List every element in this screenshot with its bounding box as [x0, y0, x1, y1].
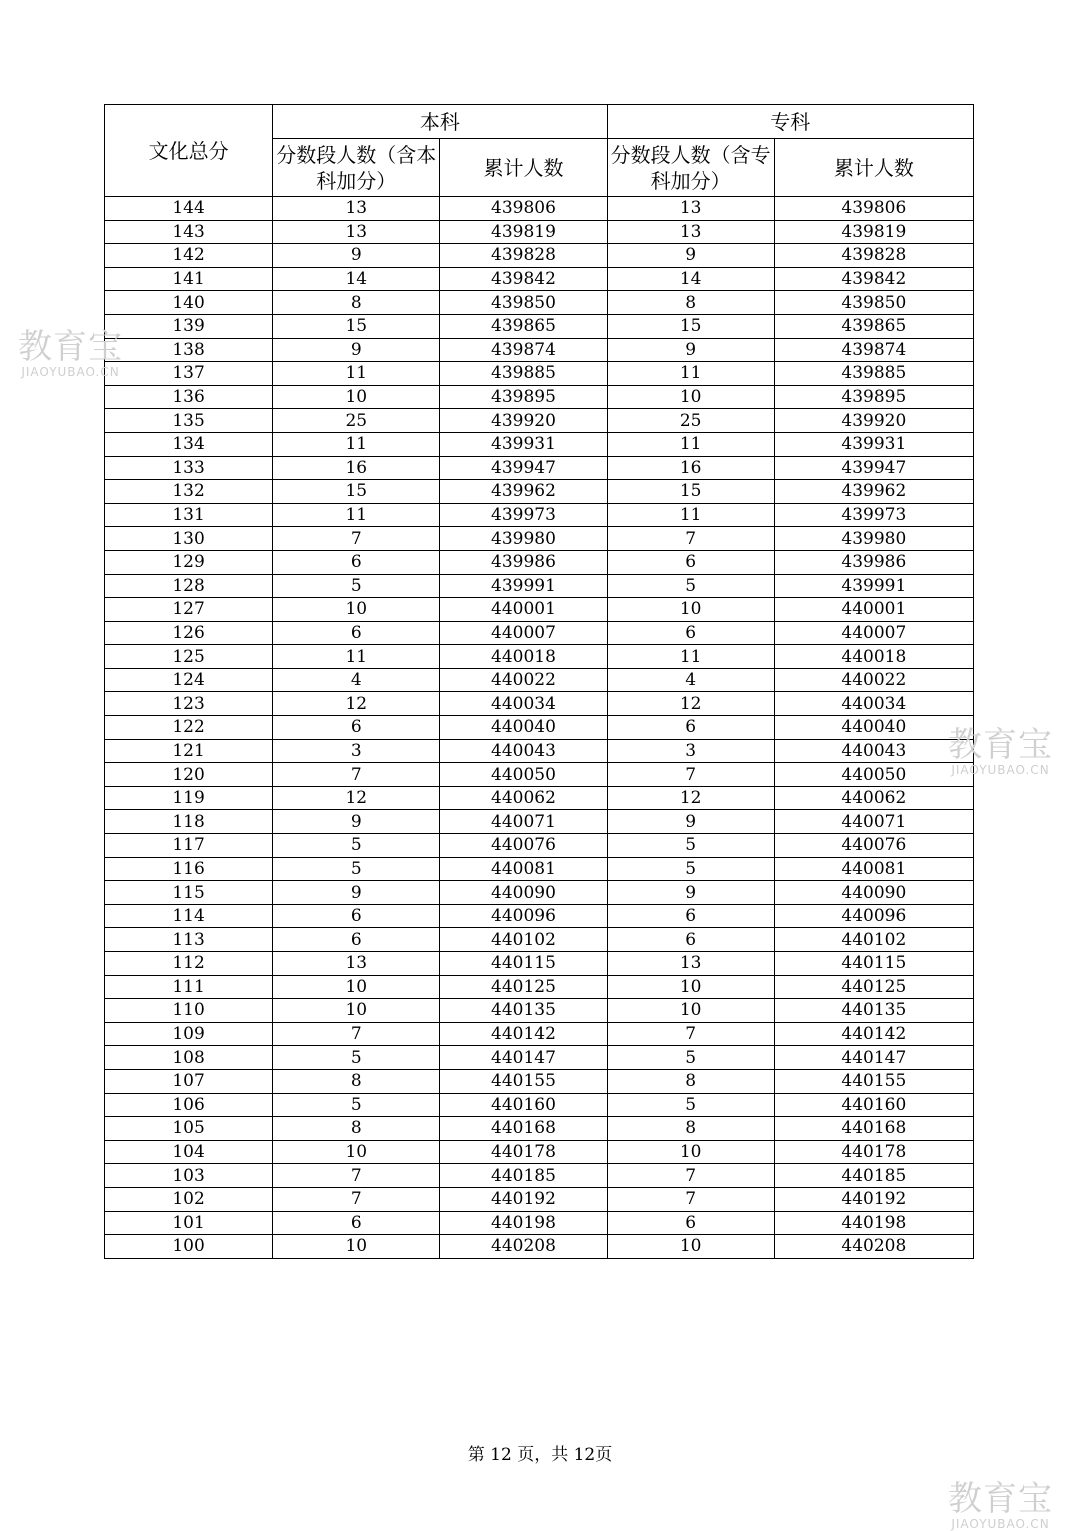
cell-zk-count: 15 [607, 480, 774, 504]
cell-bk-cum: 439920 [440, 409, 607, 433]
cell-score: 122 [105, 716, 273, 740]
cell-zk-cum: 440076 [774, 834, 973, 858]
cell-zk-cum: 439991 [774, 574, 973, 598]
cell-zk-cum: 439874 [774, 338, 973, 362]
cell-score: 100 [105, 1235, 273, 1259]
cell-zk-cum: 439865 [774, 314, 973, 338]
cell-zk-count: 5 [607, 574, 774, 598]
cell-zk-cum: 440168 [774, 1117, 973, 1141]
cell-score: 119 [105, 786, 273, 810]
cell-score: 114 [105, 904, 273, 928]
table-row [105, 550, 974, 574]
cell-bk-count: 13 [273, 220, 440, 244]
cell-bk-count: 9 [273, 244, 440, 268]
cell-bk-count: 11 [273, 645, 440, 669]
cell-bk-count: 10 [273, 1140, 440, 1164]
cell-score: 106 [105, 1093, 273, 1117]
cell-zk-count: 10 [607, 1235, 774, 1259]
cell-bk-cum: 440050 [440, 763, 607, 787]
cell-score: 112 [105, 952, 273, 976]
table-row [105, 621, 974, 645]
table-row [105, 1093, 974, 1117]
cell-score: 123 [105, 692, 273, 716]
cell-zk-count: 13 [607, 197, 774, 221]
table-row [105, 291, 974, 315]
table-row [105, 1211, 974, 1235]
watermark-url: JIAOYUBAO.CN [21, 365, 120, 379]
cell-zk-count: 10 [607, 999, 774, 1023]
watermark-logo [948, 725, 1053, 777]
cell-bk-cum: 440198 [440, 1211, 607, 1235]
cell-zk-count: 6 [607, 621, 774, 645]
table-row [105, 786, 974, 810]
cell-zk-cum: 440040 [774, 716, 973, 740]
cell-bk-cum: 439962 [440, 480, 607, 504]
table-row [105, 314, 974, 338]
cell-score: 111 [105, 975, 273, 999]
cell-zk-count: 8 [607, 1117, 774, 1141]
cell-zk-cum: 440071 [774, 810, 973, 834]
table-row [105, 197, 974, 221]
table-row [105, 645, 974, 669]
cell-zk-cum: 439828 [774, 244, 973, 268]
cell-bk-count: 9 [273, 338, 440, 362]
table-row [105, 692, 974, 716]
cell-zk-cum: 439885 [774, 362, 973, 386]
cell-score: 141 [105, 267, 273, 291]
table-row [105, 975, 974, 999]
cell-zk-cum: 440160 [774, 1093, 973, 1117]
cell-zk-cum: 439920 [774, 409, 973, 433]
cell-zk-cum: 440198 [774, 1211, 973, 1235]
cell-score: 131 [105, 503, 273, 527]
table-row [105, 1164, 974, 1188]
cell-zk-cum: 439842 [774, 267, 973, 291]
cell-score: 139 [105, 314, 273, 338]
cell-score: 132 [105, 480, 273, 504]
cell-zk-count: 11 [607, 645, 774, 669]
header-row-groups [105, 105, 974, 139]
cell-bk-count: 13 [273, 197, 440, 221]
cell-bk-cum: 440115 [440, 952, 607, 976]
cell-bk-cum: 440071 [440, 810, 607, 834]
cell-bk-cum: 439991 [440, 574, 607, 598]
cell-bk-count: 8 [273, 1069, 440, 1093]
cell-bk-cum: 440160 [440, 1093, 607, 1117]
cell-zk-cum: 439895 [774, 385, 973, 409]
cell-bk-cum: 440208 [440, 1235, 607, 1259]
table-row [105, 409, 974, 433]
table-row [105, 739, 974, 763]
cell-zk-cum: 440007 [774, 621, 973, 645]
table-row [105, 1117, 974, 1141]
cell-bk-count: 7 [273, 1164, 440, 1188]
cell-bk-cum: 439885 [440, 362, 607, 386]
cell-bk-cum: 439842 [440, 267, 607, 291]
cell-bk-count: 3 [273, 739, 440, 763]
cell-score: 103 [105, 1164, 273, 1188]
cell-bk-cum: 439806 [440, 197, 607, 221]
cell-zk-count: 10 [607, 975, 774, 999]
cell-zk-cum: 439806 [774, 197, 973, 221]
cell-zk-count: 16 [607, 456, 774, 480]
cell-zk-cum: 440155 [774, 1069, 973, 1093]
table-row [105, 503, 974, 527]
table-row [105, 527, 974, 551]
cell-zk-count: 7 [607, 763, 774, 787]
table-row [105, 763, 974, 787]
cell-zk-count: 6 [607, 716, 774, 740]
cell-zk-cum: 440090 [774, 881, 973, 905]
cell-zk-cum: 440125 [774, 975, 973, 999]
cell-score: 130 [105, 527, 273, 551]
cell-zk-count: 9 [607, 338, 774, 362]
table-row [105, 834, 974, 858]
cell-score: 104 [105, 1140, 273, 1164]
watermark-title: 教育宝 [18, 327, 123, 367]
cell-bk-cum: 440135 [440, 999, 607, 1023]
cell-zk-cum: 440022 [774, 668, 973, 692]
cell-zk-count: 10 [607, 385, 774, 409]
cell-bk-cum: 440125 [440, 975, 607, 999]
cell-zk-cum: 440034 [774, 692, 973, 716]
cell-zk-count: 15 [607, 314, 774, 338]
cell-score: 140 [105, 291, 273, 315]
cell-score: 133 [105, 456, 273, 480]
cell-bk-count: 9 [273, 810, 440, 834]
cell-zk-count: 5 [607, 834, 774, 858]
cell-bk-count: 6 [273, 716, 440, 740]
cell-zk-cum: 439819 [774, 220, 973, 244]
table-row [105, 1046, 974, 1070]
cell-bk-cum: 440178 [440, 1140, 607, 1164]
cell-score: 116 [105, 857, 273, 881]
cell-zk-count: 6 [607, 928, 774, 952]
cell-zk-count: 7 [607, 1187, 774, 1211]
table-row [105, 385, 974, 409]
cell-bk-cum: 440147 [440, 1046, 607, 1070]
cell-bk-count: 11 [273, 503, 440, 527]
cell-zk-count: 25 [607, 409, 774, 433]
cell-zk-cum: 440001 [774, 598, 973, 622]
cell-score: 135 [105, 409, 273, 433]
cell-bk-cum: 439931 [440, 432, 607, 456]
cell-bk-cum: 439980 [440, 527, 607, 551]
header-total-score: 文化总分 [105, 105, 273, 197]
cell-zk-count: 7 [607, 527, 774, 551]
cell-bk-cum: 440168 [440, 1117, 607, 1141]
cell-bk-cum: 440096 [440, 904, 607, 928]
cell-bk-cum: 440090 [440, 881, 607, 905]
cell-zk-count: 7 [607, 1164, 774, 1188]
cell-bk-cum: 440062 [440, 786, 607, 810]
cell-score: 121 [105, 739, 273, 763]
cell-bk-cum: 440034 [440, 692, 607, 716]
cell-bk-count: 7 [273, 527, 440, 551]
cell-zk-count: 13 [607, 952, 774, 976]
cell-score: 115 [105, 881, 273, 905]
cell-bk-count: 6 [273, 928, 440, 952]
table-row [105, 1140, 974, 1164]
table-row [105, 928, 974, 952]
table-row [105, 716, 974, 740]
cell-zk-cum: 440178 [774, 1140, 973, 1164]
cell-bk-cum: 440155 [440, 1069, 607, 1093]
cell-bk-count: 12 [273, 692, 440, 716]
table-row [105, 881, 974, 905]
cell-score: 144 [105, 197, 273, 221]
cell-bk-cum: 440192 [440, 1187, 607, 1211]
table-row [105, 574, 974, 598]
watermark-url: JIAOYUBAO.CN [951, 1517, 1050, 1531]
cell-bk-count: 25 [273, 409, 440, 433]
cell-bk-count: 5 [273, 1046, 440, 1070]
cell-zk-count: 6 [607, 904, 774, 928]
cell-score: 109 [105, 1022, 273, 1046]
table-row [105, 480, 974, 504]
cell-score: 110 [105, 999, 273, 1023]
cell-bk-count: 7 [273, 1187, 440, 1211]
cell-bk-cum: 440081 [440, 857, 607, 881]
cell-bk-count: 15 [273, 314, 440, 338]
cell-score: 102 [105, 1187, 273, 1211]
cell-bk-count: 14 [273, 267, 440, 291]
cell-bk-count: 11 [273, 362, 440, 386]
cell-zk-count: 3 [607, 739, 774, 763]
cell-zk-count: 13 [607, 220, 774, 244]
cell-bk-cum: 439819 [440, 220, 607, 244]
cell-bk-count: 11 [273, 432, 440, 456]
cell-zk-count: 10 [607, 1140, 774, 1164]
cell-bk-count: 4 [273, 668, 440, 692]
cell-bk-count: 10 [273, 598, 440, 622]
cell-score: 120 [105, 763, 273, 787]
header-undergrad-cumulative: 累计人数 [440, 139, 607, 197]
cell-zk-count: 6 [607, 1211, 774, 1235]
table-row [105, 456, 974, 480]
table-row [105, 999, 974, 1023]
cell-bk-cum: 440022 [440, 668, 607, 692]
cell-zk-cum: 440147 [774, 1046, 973, 1070]
cell-zk-count: 14 [607, 267, 774, 291]
cell-zk-cum: 439980 [774, 527, 973, 551]
cell-zk-cum: 439947 [774, 456, 973, 480]
cell-bk-cum: 440001 [440, 598, 607, 622]
table-row [105, 857, 974, 881]
cell-zk-cum: 440050 [774, 763, 973, 787]
cell-bk-count: 6 [273, 1211, 440, 1235]
table-row [105, 362, 974, 386]
header-junior-cumulative: 累计人数 [774, 139, 973, 197]
watermark-logo [18, 327, 123, 379]
cell-zk-count: 12 [607, 786, 774, 810]
cell-score: 113 [105, 928, 273, 952]
cell-score: 118 [105, 810, 273, 834]
cell-bk-cum: 440102 [440, 928, 607, 952]
table-row [105, 1022, 974, 1046]
cell-zk-cum: 440081 [774, 857, 973, 881]
header-undergrad-count: 分数段人数（含本科加分） [273, 139, 440, 197]
cell-zk-count: 8 [607, 1069, 774, 1093]
cell-score: 127 [105, 598, 273, 622]
cell-zk-cum: 440102 [774, 928, 973, 952]
cell-zk-count: 6 [607, 550, 774, 574]
table-row [105, 244, 974, 268]
cell-zk-count: 5 [607, 1093, 774, 1117]
cell-zk-cum: 440115 [774, 952, 973, 976]
cell-score: 107 [105, 1069, 273, 1093]
cell-bk-cum: 440076 [440, 834, 607, 858]
cell-bk-cum: 439947 [440, 456, 607, 480]
cell-zk-cum: 440096 [774, 904, 973, 928]
cell-zk-count: 11 [607, 362, 774, 386]
cell-bk-count: 10 [273, 999, 440, 1023]
cell-bk-count: 13 [273, 952, 440, 976]
cell-bk-count: 8 [273, 291, 440, 315]
cell-zk-cum: 440043 [774, 739, 973, 763]
cell-bk-count: 7 [273, 763, 440, 787]
cell-score: 142 [105, 244, 273, 268]
watermark-title: 教育宝 [948, 1479, 1053, 1519]
cell-bk-cum: 440040 [440, 716, 607, 740]
cell-zk-count: 9 [607, 810, 774, 834]
header-junior-count: 分数段人数（含专科加分） [607, 139, 774, 197]
table-row [105, 220, 974, 244]
header-junior-college: 专科 [607, 105, 973, 139]
cell-zk-count: 4 [607, 668, 774, 692]
cell-bk-count: 6 [273, 550, 440, 574]
cell-score: 138 [105, 338, 273, 362]
cell-zk-cum: 440192 [774, 1187, 973, 1211]
cell-zk-count: 9 [607, 881, 774, 905]
score-distribution-table [104, 104, 974, 1259]
cell-bk-count: 5 [273, 834, 440, 858]
cell-bk-cum: 439828 [440, 244, 607, 268]
watermark-logo [948, 1479, 1053, 1531]
table-row [105, 1187, 974, 1211]
table-row [105, 668, 974, 692]
cell-bk-cum: 439865 [440, 314, 607, 338]
cell-zk-cum: 440018 [774, 645, 973, 669]
cell-zk-count: 5 [607, 1046, 774, 1070]
cell-zk-cum: 439931 [774, 432, 973, 456]
table-row [105, 952, 974, 976]
cell-zk-cum: 439850 [774, 291, 973, 315]
cell-bk-count: 10 [273, 385, 440, 409]
cell-zk-count: 5 [607, 857, 774, 881]
cell-zk-cum: 439986 [774, 550, 973, 574]
page-footer: 第 12 页，共 12页 [467, 1445, 613, 1465]
cell-zk-count: 11 [607, 503, 774, 527]
cell-score: 105 [105, 1117, 273, 1141]
cell-zk-cum: 440135 [774, 999, 973, 1023]
cell-bk-count: 16 [273, 456, 440, 480]
cell-score: 128 [105, 574, 273, 598]
cell-bk-count: 10 [273, 1235, 440, 1259]
cell-score: 143 [105, 220, 273, 244]
table-row [105, 810, 974, 834]
cell-bk-cum: 439874 [440, 338, 607, 362]
cell-bk-count: 10 [273, 975, 440, 999]
table-body [105, 197, 974, 1259]
cell-bk-count: 12 [273, 786, 440, 810]
cell-score: 134 [105, 432, 273, 456]
cell-zk-cum: 440208 [774, 1235, 973, 1259]
cell-bk-count: 5 [273, 1093, 440, 1117]
table-row [105, 904, 974, 928]
cell-score: 117 [105, 834, 273, 858]
table-row [105, 1069, 974, 1093]
table-row [105, 267, 974, 291]
cell-bk-count: 5 [273, 574, 440, 598]
cell-zk-cum: 439973 [774, 503, 973, 527]
cell-bk-count: 6 [273, 621, 440, 645]
cell-zk-count: 12 [607, 692, 774, 716]
cell-bk-count: 15 [273, 480, 440, 504]
table-row [105, 1235, 974, 1259]
cell-zk-count: 10 [607, 598, 774, 622]
table-row [105, 432, 974, 456]
cell-bk-cum: 440007 [440, 621, 607, 645]
cell-score: 124 [105, 668, 273, 692]
watermark-url: JIAOYUBAO.CN [951, 763, 1050, 777]
header-undergraduate: 本科 [273, 105, 607, 139]
cell-bk-count: 9 [273, 881, 440, 905]
cell-bk-cum: 440043 [440, 739, 607, 763]
cell-score: 125 [105, 645, 273, 669]
cell-score: 126 [105, 621, 273, 645]
cell-score: 129 [105, 550, 273, 574]
cell-score: 101 [105, 1211, 273, 1235]
cell-bk-cum: 440185 [440, 1164, 607, 1188]
table-row [105, 598, 974, 622]
cell-bk-cum: 439895 [440, 385, 607, 409]
cell-zk-cum: 439962 [774, 480, 973, 504]
cell-score: 108 [105, 1046, 273, 1070]
cell-bk-cum: 440018 [440, 645, 607, 669]
cell-bk-cum: 439973 [440, 503, 607, 527]
cell-zk-count: 11 [607, 432, 774, 456]
cell-zk-count: 7 [607, 1022, 774, 1046]
cell-bk-cum: 439986 [440, 550, 607, 574]
cell-score: 136 [105, 385, 273, 409]
cell-bk-count: 5 [273, 857, 440, 881]
cell-bk-cum: 440142 [440, 1022, 607, 1046]
cell-bk-count: 7 [273, 1022, 440, 1046]
cell-score: 137 [105, 362, 273, 386]
cell-zk-cum: 440062 [774, 786, 973, 810]
watermark-title: 教育宝 [948, 725, 1053, 765]
cell-zk-cum: 440142 [774, 1022, 973, 1046]
cell-zk-cum: 440185 [774, 1164, 973, 1188]
cell-bk-count: 8 [273, 1117, 440, 1141]
cell-zk-count: 9 [607, 244, 774, 268]
cell-bk-cum: 439850 [440, 291, 607, 315]
table-row [105, 338, 974, 362]
cell-bk-count: 6 [273, 904, 440, 928]
cell-zk-count: 8 [607, 291, 774, 315]
